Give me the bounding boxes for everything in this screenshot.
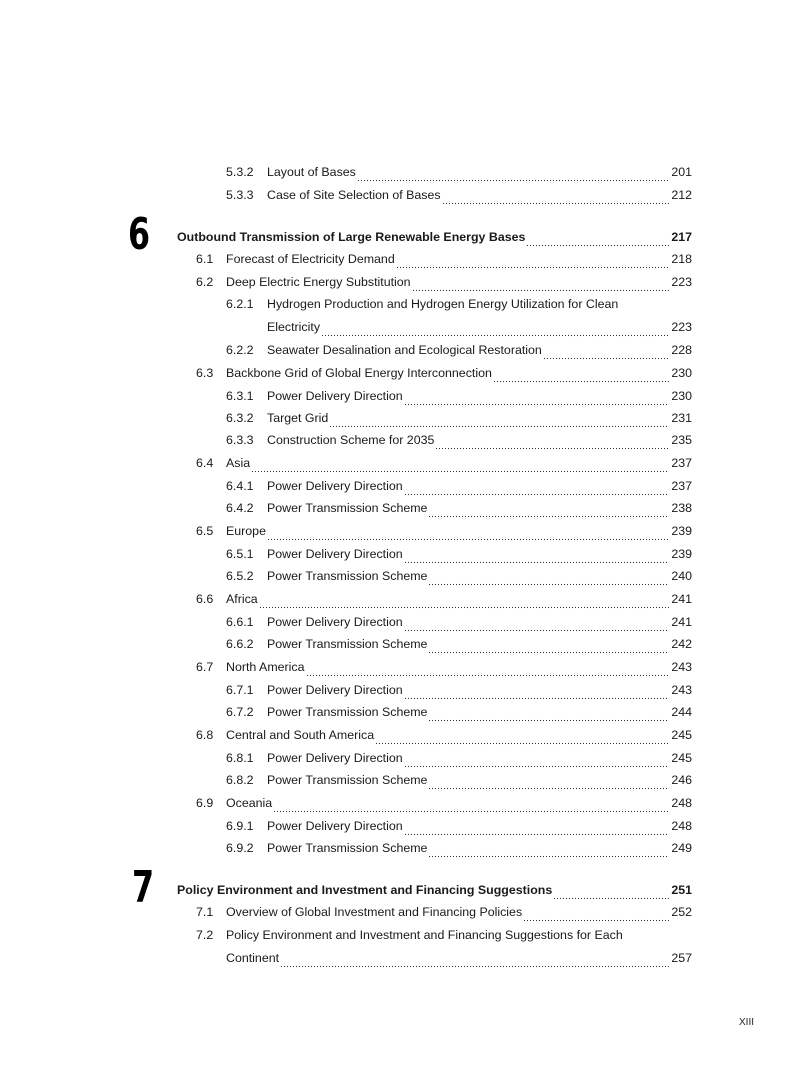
chapter-page: 251 [671,883,692,897]
chapter-title: Outbound Transmission of Large Renewable Energy Bases [177,230,526,244]
entry-title: Power Delivery Direction [267,819,403,833]
entry-page: 241 [671,592,692,606]
entry-number: 6.9.1 [226,819,254,833]
dot-leader [428,577,669,586]
chapter-page: 217 [671,230,692,244]
toc-entry[interactable] [0,498,793,518]
entry-title: Backbone Grid of Global Energy Interconnection [226,366,492,380]
entry-page: 235 [671,433,692,447]
entry-number: 6.7 [196,660,214,674]
entry-page: 243 [671,660,692,674]
entry-number: 7.2 [196,928,214,942]
entry-page: 245 [671,751,692,765]
entry-title: Forecast of Electricity Demand [226,252,395,266]
entry-page: 218 [671,252,692,266]
toc-entry[interactable] [0,521,793,541]
dot-leader [428,781,669,790]
toc-entry[interactable] [0,589,793,609]
entry-number: 6.4.1 [226,479,254,493]
entry-title: Power Transmission Scheme [267,773,428,787]
toc-entry[interactable] [0,408,793,428]
entry-number: 6.9.2 [226,841,254,855]
dot-leader [553,891,669,900]
toc-entry[interactable] [0,634,793,654]
entry-page: 201 [671,165,692,179]
dot-leader [396,260,670,269]
entry-number: 5.3.3 [226,188,254,202]
toc-entry[interactable] [0,453,793,473]
dot-leader [329,419,669,428]
entry-number: 6.8 [196,728,214,742]
entry-page: 237 [671,456,692,470]
toc-entry-continuation[interactable] [0,317,793,337]
entry-page: 248 [671,819,692,833]
dot-leader [404,691,670,700]
dot-leader [321,328,669,337]
toc-entry[interactable] [0,612,793,632]
dot-leader [543,351,669,360]
chapter-number: 6 [128,209,151,260]
entry-page: 223 [671,320,692,334]
entry-number: 6.3.2 [226,411,254,425]
toc-entry[interactable] [0,902,793,922]
dot-leader [273,804,669,813]
dot-leader [267,532,669,541]
entry-number: 6.2.1 [226,297,254,311]
entry-page: 223 [671,275,692,289]
toc-entry[interactable] [0,272,793,292]
entry-title: Power Delivery Direction [267,683,403,697]
chapter-heading[interactable] [0,880,793,900]
entry-title: Power Delivery Direction [267,479,403,493]
toc-entry[interactable] [0,702,793,722]
toc-entry[interactable] [0,363,793,383]
entry-page: 249 [671,841,692,855]
dot-leader [523,913,669,922]
entry-title-continued: Continent [226,951,280,965]
entry-title: Target Grid [267,411,329,425]
entry-title: Power Transmission Scheme [267,569,428,583]
dot-leader [526,238,669,247]
entry-number: 5.3.2 [226,165,254,179]
dot-leader [404,397,670,406]
toc-entry[interactable] [0,430,793,450]
entry-page: 242 [671,637,692,651]
dot-leader [280,959,669,968]
toc-entry-continuation[interactable] [0,948,793,968]
entry-title: Layout of Bases [267,165,356,179]
entry-number: 6.2 [196,275,214,289]
entry-number: 6.8.1 [226,751,254,765]
toc-entry[interactable] [0,793,793,813]
chapter-heading[interactable] [0,227,793,247]
entry-page: 231 [671,411,692,425]
entry-title: Seawater Desalination and Ecological Restoration [267,343,542,357]
toc-entry[interactable] [0,838,793,858]
chapter-title: Policy Environment and Investment and Financing Suggestions [177,883,553,897]
dot-leader [435,441,669,450]
toc-entry[interactable] [0,770,793,790]
entry-number: 6.5 [196,524,214,538]
entry-number: 6.5.2 [226,569,254,583]
entry-number: 6.7.1 [226,683,254,697]
entry-number: 6.5.1 [226,547,254,561]
entry-title: Deep Electric Energy Substitution [226,275,411,289]
toc-entry[interactable] [0,185,793,205]
dot-leader [259,600,670,609]
toc-entry[interactable] [0,680,793,700]
toc-entry[interactable] [0,725,793,745]
toc-entry[interactable] [0,249,793,269]
entry-title: Power Delivery Direction [267,751,403,765]
entry-page: 252 [671,905,692,919]
toc-entry[interactable] [0,386,793,406]
entry-title: North America [226,660,305,674]
dot-leader [404,827,670,836]
entry-page: 257 [671,951,692,965]
dot-leader [428,849,669,858]
entry-number: 6.6.1 [226,615,254,629]
entry-page: 239 [671,547,692,561]
dot-leader [375,736,669,745]
toc-entry[interactable] [0,162,793,182]
entry-number: 6.4.2 [226,501,254,515]
entry-title: Case of Site Selection of Bases [267,188,441,202]
entry-title: Power Delivery Direction [267,547,403,561]
dot-leader [428,645,669,654]
toc-entry[interactable] [0,925,793,945]
entry-page: 237 [671,479,692,493]
entry-number: 6.4 [196,456,214,470]
entry-title: Europe [226,524,266,538]
entry-number: 6.8.2 [226,773,254,787]
entry-number: 6.6 [196,592,214,606]
entry-title: Central and South America [226,728,375,742]
entry-page: 241 [671,615,692,629]
toc-entry[interactable] [0,544,793,564]
entry-title: Overview of Global Investment and Financing Policies [226,905,523,919]
entry-number: 7.1 [196,905,214,919]
entry-page: 230 [671,366,692,380]
dot-leader [404,759,670,768]
dot-leader [404,555,670,564]
dot-leader [428,509,669,518]
toc-entry[interactable] [0,816,793,836]
entry-title: Power Delivery Direction [267,615,403,629]
entry-page: 230 [671,389,692,403]
dot-leader [251,464,669,473]
entry-number: 6.3.1 [226,389,254,403]
entry-title: Power Transmission Scheme [267,501,428,515]
dot-leader [357,173,669,182]
entry-page: 245 [671,728,692,742]
entry-title-continued: Electricity [267,320,321,334]
entry-page: 212 [671,188,692,202]
entry-title: Power Transmission Scheme [267,637,428,651]
dot-leader [493,374,669,383]
entry-page: 248 [671,796,692,810]
entry-title: Hydrogen Production and Hydrogen Energy Utilization for Clean [267,297,619,311]
entry-page: 238 [671,501,692,515]
entry-page: 246 [671,773,692,787]
toc-entry[interactable] [0,340,793,360]
page-number: XIII [739,1017,755,1028]
toc-entry[interactable] [0,476,793,496]
entry-number: 6.3.3 [226,433,254,447]
entry-page: 243 [671,683,692,697]
dot-leader [428,713,669,722]
entry-title: Asia [226,456,251,470]
entry-number: 6.3 [196,366,214,380]
toc-entry[interactable] [0,657,793,677]
dot-leader [442,196,670,205]
toc-entry[interactable] [0,748,793,768]
entry-number: 6.2.2 [226,343,254,357]
entry-title: Oceania [226,796,273,810]
entry-title: Construction Scheme for 2035 [267,433,435,447]
entry-page: 240 [671,569,692,583]
entry-number: 6.9 [196,796,214,810]
entry-title: Africa [226,592,258,606]
entry-title: Power Transmission Scheme [267,841,428,855]
entry-number: 6.7.2 [226,705,254,719]
dot-leader [306,668,670,677]
entry-page: 244 [671,705,692,719]
toc-entry[interactable] [0,294,793,314]
dot-leader [404,487,670,496]
dot-leader [412,283,670,292]
entry-title: Policy Environment and Investment and Financing Suggestions for Each [226,928,623,942]
entry-title: Power Transmission Scheme [267,705,428,719]
entry-number: 6.1 [196,252,214,266]
entry-page: 228 [671,343,692,357]
dot-leader [404,623,670,632]
chapter-number: 7 [132,862,155,913]
entry-title: Power Delivery Direction [267,389,403,403]
toc-entry[interactable] [0,566,793,586]
entry-page: 239 [671,524,692,538]
entry-number: 6.6.2 [226,637,254,651]
